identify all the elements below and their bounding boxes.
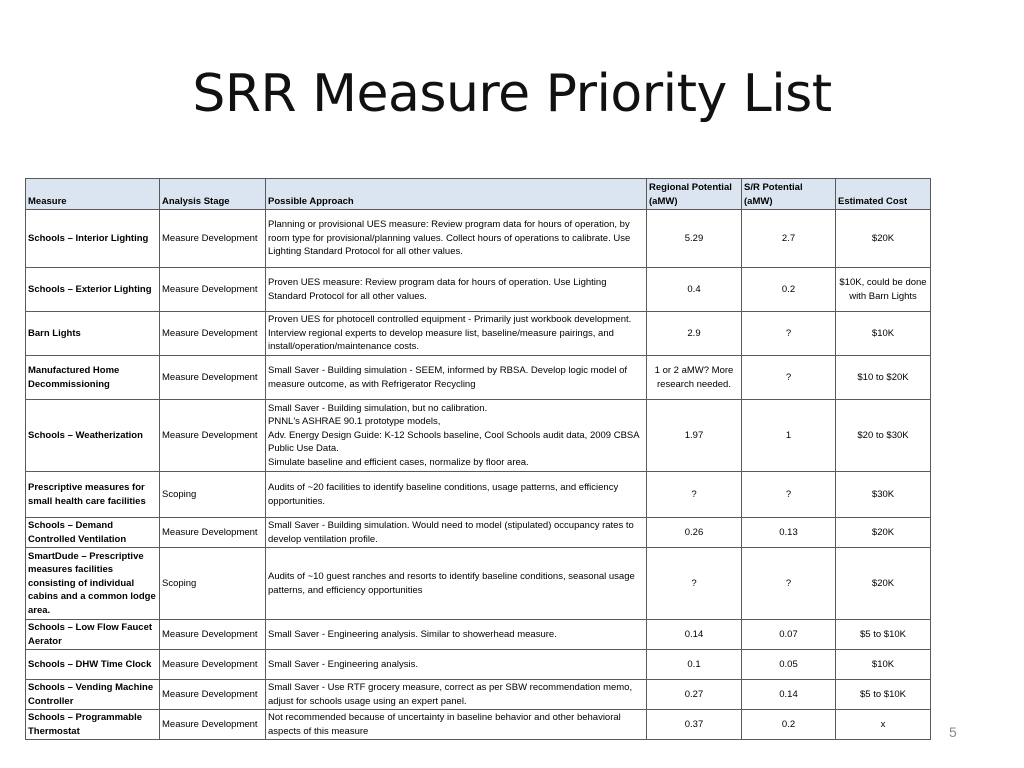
cell-sr-potential: 0.05 — [742, 650, 836, 680]
cell-regional-potential: ? — [647, 472, 742, 518]
cell-measure: Schools – Weatherization — [26, 400, 160, 472]
cell-estimated-cost: $10K — [836, 312, 931, 356]
cell-analysis-stage: Measure Development — [160, 356, 266, 400]
cell-regional-potential: 0.14 — [647, 620, 742, 650]
cell-sr-potential: 0.14 — [742, 680, 836, 710]
cell-sr-potential: ? — [742, 356, 836, 400]
cell-possible-approach: Proven UES measure: Review program data for hours of operation. Use Lighting Standard Protocol for all other values. — [266, 268, 647, 312]
table-row — [26, 650, 931, 680]
cell-sr-potential: 2.7 — [742, 210, 836, 268]
table-row — [26, 210, 931, 268]
table-row — [26, 548, 931, 620]
cell-analysis-stage: Measure Development — [160, 710, 266, 740]
cell-estimated-cost: x — [836, 710, 931, 740]
table-row — [26, 312, 931, 356]
table-row — [26, 680, 931, 710]
cell-regional-potential: 0.37 — [647, 710, 742, 740]
cell-analysis-stage: Measure Development — [160, 210, 266, 268]
cell-possible-approach: Small Saver - Building simulation. Would need to model (stipulated) occupancy rates to develop ventilation profile. — [266, 518, 647, 548]
cell-analysis-stage: Measure Development — [160, 312, 266, 356]
cell-measure: Schools – Programmable Thermostat — [26, 710, 160, 740]
cell-possible-approach: Small Saver - Use RTF grocery measure, correct as per SBW recommendation memo, adjust for schools usage using an expert panel. — [266, 680, 647, 710]
cell-analysis-stage: Scoping — [160, 472, 266, 518]
table-row — [26, 268, 931, 312]
cell-estimated-cost: $10 to $20K — [836, 356, 931, 400]
cell-estimated-cost: $5 to $10K — [836, 620, 931, 650]
table-row — [26, 518, 931, 548]
cell-possible-approach: Proven UES for photocell controlled equipment - Primarily just workbook development. Interview regional experts to develop measure list, baseline/measure pairings, and install/operation/maintenance costs. — [266, 312, 647, 356]
cell-estimated-cost: $20K — [836, 548, 931, 620]
measure-priority-table — [25, 178, 931, 740]
cell-sr-potential: ? — [742, 472, 836, 518]
table-row — [26, 620, 931, 650]
cell-regional-potential: ? — [647, 548, 742, 620]
cell-analysis-stage: Measure Development — [160, 518, 266, 548]
cell-regional-potential: 1.97 — [647, 400, 742, 472]
column-header-measure: Measure — [26, 179, 160, 210]
slide-title: SRR Measure Priority List — [192, 64, 832, 124]
cell-sr-potential: 0.13 — [742, 518, 836, 548]
cell-sr-potential: 0.07 — [742, 620, 836, 650]
table-row — [26, 472, 931, 518]
cell-regional-potential: 1 or 2 aMW? More research needed. — [647, 356, 742, 400]
cell-sr-potential: 0.2 — [742, 710, 836, 740]
cell-analysis-stage: Measure Development — [160, 620, 266, 650]
cell-regional-potential: 2.9 — [647, 312, 742, 356]
cell-possible-approach: Small Saver - Building simulation, but no calibration. PNNL's ASHRAE 90.1 prototype models, Adv. Energy Design Guide: K-12 Schools baseline, Cool Schools audit data, 2009 CBSA Public Use Data. Simulate baseline and efficient cases, normalize by floor area. — [266, 400, 647, 472]
page-number: 5 — [949, 724, 957, 740]
table-header-row — [26, 179, 931, 210]
cell-estimated-cost: $20K — [836, 518, 931, 548]
table-row — [26, 356, 931, 400]
cell-measure: Prescriptive measures for small health care facilities — [26, 472, 160, 518]
cell-analysis-stage: Measure Development — [160, 268, 266, 312]
cell-analysis-stage: Measure Development — [160, 650, 266, 680]
cell-sr-potential: 0.2 — [742, 268, 836, 312]
cell-sr-potential: ? — [742, 312, 836, 356]
cell-measure: Barn Lights — [26, 312, 160, 356]
cell-measure: Schools – Vending Machine Controller — [26, 680, 160, 710]
cell-regional-potential: 0.27 — [647, 680, 742, 710]
cell-regional-potential: 0.1 — [647, 650, 742, 680]
cell-sr-potential: 1 — [742, 400, 836, 472]
cell-regional-potential: 0.4 — [647, 268, 742, 312]
column-header-sr-potential: S/R Potential (aMW) — [742, 179, 836, 210]
cell-estimated-cost: $30K — [836, 472, 931, 518]
cell-measure: Schools – Exterior Lighting — [26, 268, 160, 312]
table-row — [26, 710, 931, 740]
cell-estimated-cost: $10K, could be done with Barn Lights — [836, 268, 931, 312]
cell-measure: SmartDude – Prescriptive measures facilities consisting of individual cabins and a common lodge area. — [26, 548, 160, 620]
cell-measure: Manufactured Home Decommissioning — [26, 356, 160, 400]
cell-possible-approach: Small Saver - Engineering analysis. — [266, 650, 647, 680]
table-row — [26, 400, 931, 472]
cell-measure: Schools – Interior Lighting — [26, 210, 160, 268]
column-header-regional-potential: Regional Potential (aMW) — [647, 179, 742, 210]
cell-analysis-stage: Measure Development — [160, 680, 266, 710]
cell-estimated-cost: $10K — [836, 650, 931, 680]
column-header-analysis-stage: Analysis Stage — [160, 179, 266, 210]
cell-measure: Schools – Demand Controlled Ventilation — [26, 518, 160, 548]
cell-sr-potential: ? — [742, 548, 836, 620]
column-header-estimated-cost: Estimated Cost — [836, 179, 931, 210]
cell-possible-approach: Audits of ~10 guest ranches and resorts to identify baseline conditions, seasonal usage patterns, and efficiency opportunities — [266, 548, 647, 620]
cell-possible-approach: Planning or provisional UES measure: Review program data for hours of operation, by room type for provisional/planning values. Collect hours of operations to calibrate. Use Lighting Standard Protocol for all other values. — [266, 210, 647, 268]
cell-measure: Schools – Low Flow Faucet Aerator — [26, 620, 160, 650]
cell-regional-potential: 5.29 — [647, 210, 742, 268]
cell-estimated-cost: $20 to $30K — [836, 400, 931, 472]
cell-analysis-stage: Measure Development — [160, 400, 266, 472]
cell-estimated-cost: $20K — [836, 210, 931, 268]
cell-measure: Schools – DHW Time Clock — [26, 650, 160, 680]
table-body — [26, 210, 931, 740]
cell-possible-approach: Small Saver - Building simulation - SEEM, informed by RBSA. Develop logic model of measure outcome, as with Refrigerator Recycling — [266, 356, 647, 400]
cell-possible-approach: Audits of ~20 facilities to identify baseline conditions, usage patterns, and efficiency opportunities. — [266, 472, 647, 518]
cell-regional-potential: 0.26 — [647, 518, 742, 548]
cell-possible-approach: Small Saver - Engineering analysis. Similar to showerhead measure. — [266, 620, 647, 650]
cell-analysis-stage: Scoping — [160, 548, 266, 620]
cell-possible-approach: Not recommended because of uncertainty in baseline behavior and other behavioral aspects of this measure — [266, 710, 647, 740]
column-header-possible-approach: Possible Approach — [266, 179, 647, 210]
cell-estimated-cost: $5 to $10K — [836, 680, 931, 710]
